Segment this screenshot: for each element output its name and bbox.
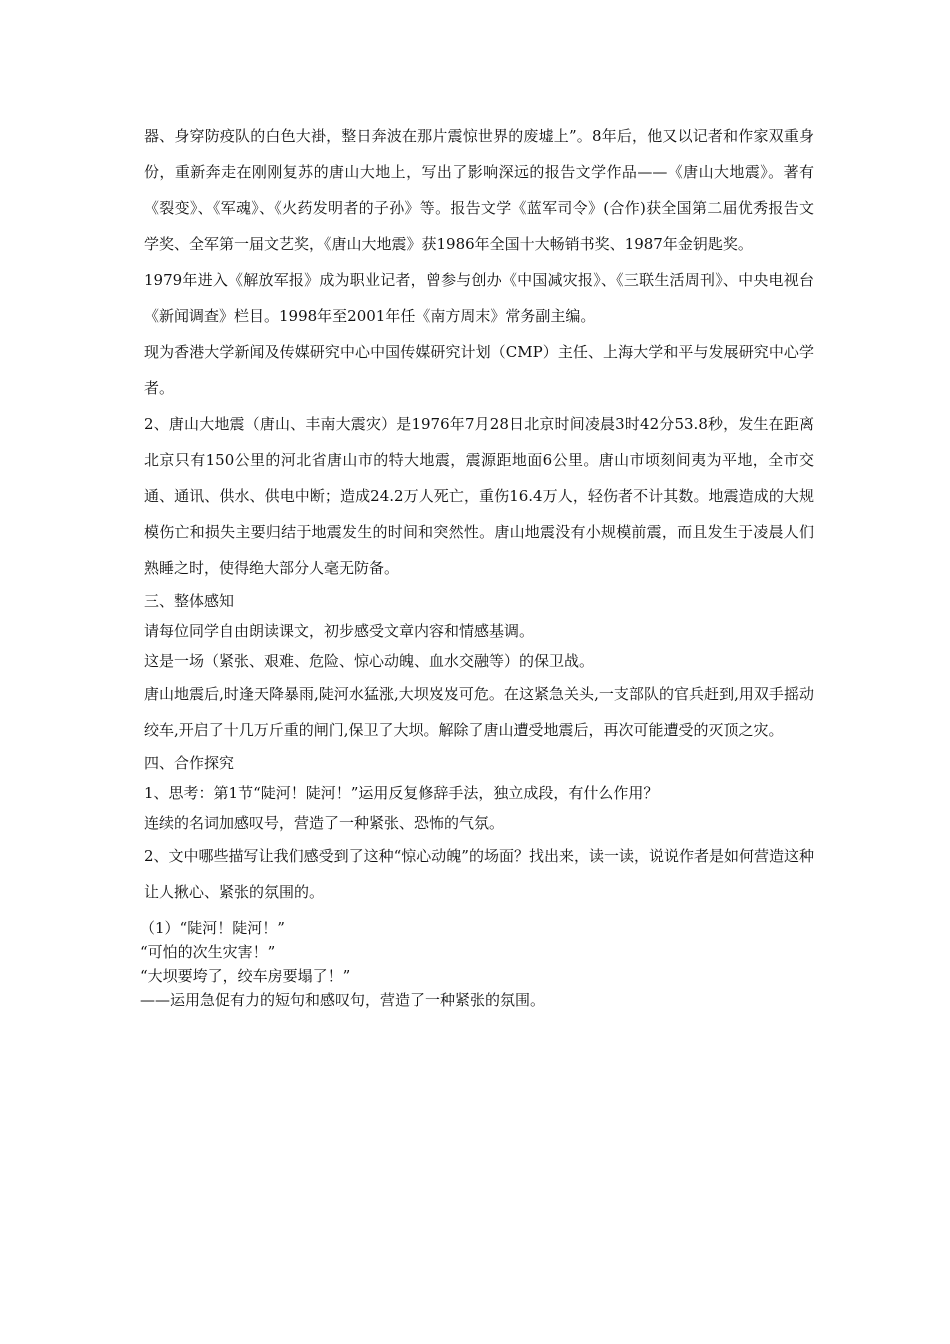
- question-2: 2、文中哪些描写让我们感受到了这种“惊心动魄”的场面？找出来，读一读，说说作者是如何营造这种让人揪心、紧张的氛围的。: [144, 847, 814, 901]
- quote-line: （1）“陡河！陡河！”: [140, 919, 285, 937]
- section-heading-overall-perception: 三、整体感知: [144, 592, 235, 610]
- document-body: [140, 118, 814, 1012]
- answer-1: 连续的名词加感叹号，营造了一种紧张、恐怖的气氛。: [144, 814, 505, 832]
- quote-block: [140, 916, 814, 1012]
- question-1: 1、思考：第1节“陡河！陡河！”运用反复修辞手法，独立成段，有什么作用？: [144, 784, 659, 802]
- paragraph-background: 唐山地震后,时逢天降暴雨,陡河水猛涨,大坝岌岌可危。在这紧急关头,一支部队的官兵赶到,用双手摇动绞车,开启了十几万斤重的闸门,保卫了大坝。解除了唐山遭受地震后，再次可能遭受的灭顶之灾。: [144, 685, 814, 739]
- section-heading-cooperative-inquiry: 四、合作探究: [144, 754, 235, 772]
- paragraph-earthquake-facts: 2、唐山大地震（唐山、丰南大震灾）是1976年7月28日北京时间凌晨3时42分53.8秒，发生在距离北京只有150公里的河北省唐山市的特大地震，震源距地面6公里。唐山市顷刻间夷为平地，全市交通、通讯、供水、供电中断；造成24.2万人死亡，重伤16.4万人，轻伤者不计其数。地震造成的大规模伤亡和损失主要归结于地震发生的时间和突然性。唐山地震没有小规模前震，而且发生于凌晨人们熟睡之时，使得绝大部分人毫无防备。: [144, 415, 814, 577]
- quote-analysis: ——运用急促有力的短句和感叹句，营造了一种紧张的氛围。: [140, 991, 546, 1009]
- quote-line: “可怕的次生灾害！”: [140, 943, 276, 961]
- paragraph-author-bio: 器、身穿防疫队的白色大褂，整日奔波在那片震惊世界的废墟上”。8年后，他又以记者和作家双重身份，重新奔走在刚刚复苏的唐山大地上，写出了影响深远的报告文学作品——《唐山大地震》。著有《裂变》、《军魂》、《火药发明者的子孙》等。报告文学《蓝军司令》(合作)获全国第二届优秀报告文学奖、全军第一届文艺奖，《唐山大地震》获1986年全国十大畅销书奖、1987年金钥匙奖。: [144, 127, 814, 253]
- paragraph-career: 1979年进入《解放军报》成为职业记者，曾参与创办《中国减灾报》、《三联生活周刊》、中央电视台《新闻调查》栏目。1998年至2001年任《南方周末》常务副主编。: [144, 271, 814, 325]
- paragraph-current-position: 现为香港大学新闻及传媒研究中心中国传媒研究计划（CMP）主任、上海大学和平与发展研究中心学者。: [144, 343, 814, 397]
- paragraph-battle-description: 这是一场（紧张、艰难、危险、惊心动魄、血水交融等）的保卫战。: [144, 652, 595, 670]
- paragraph-reading-instruction: 请每位同学自由朗读课文，初步感受文章内容和情感基调。: [144, 622, 535, 640]
- quote-line: “大坝要垮了，绞车房要塌了！”: [140, 967, 351, 985]
